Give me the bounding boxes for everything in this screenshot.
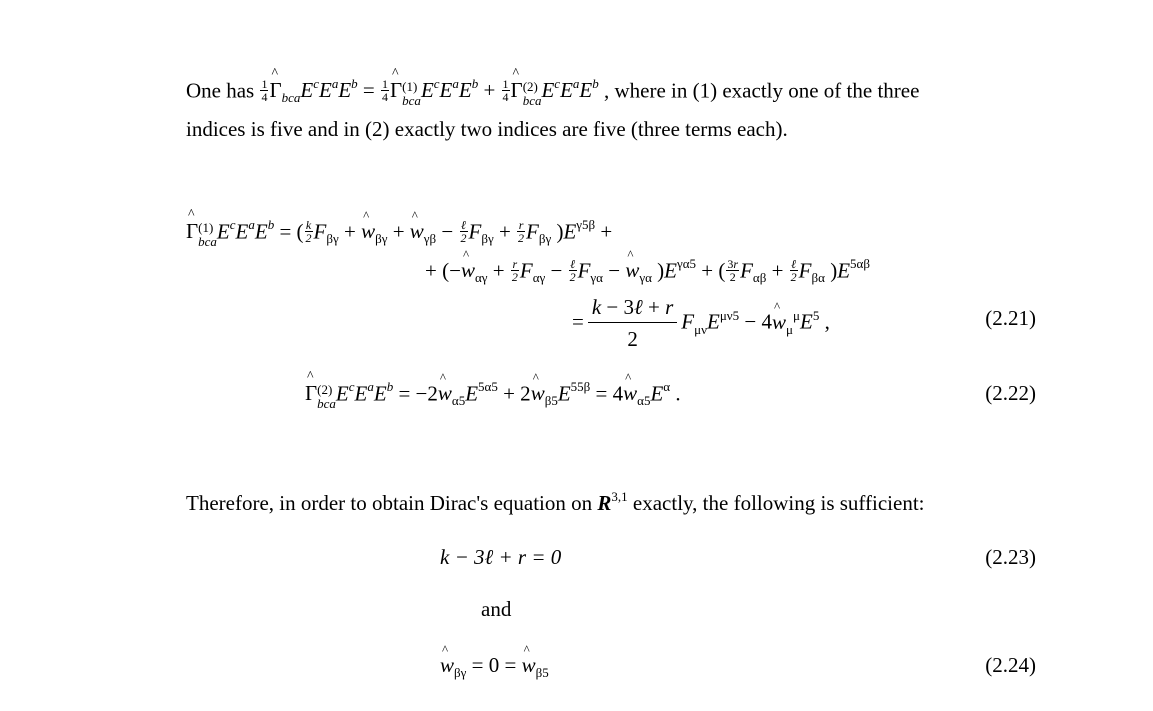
paragraph-1-continuation: , where in (1) exactly one of the three — [603, 78, 920, 103]
equation-2-23: k − 3ℓ + r = 0 — [440, 545, 562, 569]
paragraph-1-lead: One has — [186, 78, 255, 103]
equation-2-24: ^ $w_{\beta\gamma} = 0$ = ^ $w_{\beta 5}$ — [440, 655, 549, 676]
equation-number-2-23: (2.23) — [985, 545, 1036, 569]
connector-and: and — [481, 597, 512, 621]
paragraph-1-line-1 — [186, 76, 920, 108]
inline-equation: $\frac{1}{4}$ ^ $\Gamma_{bca}E^cE^aE^b$ = $\frac{1}{4}$ ^ Γ (1) bca $E^cE^aE^b$ + $\frac{1}{4}$ ^ Γ (2) bca $E^cE^aE^b$ — [259, 78, 604, 102]
equation-number-2-21: (2.21) — [985, 306, 1036, 330]
paragraph-2-text: Therefore, in order to obtain Dirac's equation on — [186, 491, 593, 515]
equation-2-21-line-2: + (−^ $w_{\alpha\gamma}$ + $\frac{r}{2}$ $F_{\alpha\gamma}$ − $\frac{\text{ℓ}}{2}$ $F_{\gamma\alpha}$ − ^ $w_{\gamma\alpha}$ )$E^{\gamma\alpha 5}$ + ( $\frac{3r}{2}$ $F_{\alpha\beta}$ + $\frac{\text{ℓ}}{2}$ $F_{\beta\alpha}$ )$E^{5\alpha\beta}$ — [425, 260, 870, 285]
equation-2-21-line-3: = $\frac{\text{k − 3ℓ + r}}{2}$ $F_{\mu\nu}E^{\mu\nu 5}$ − 4^ $w_\mu^\mu E^5$ , — [572, 295, 830, 352]
equation-number-2-24: (2.24) — [985, 653, 1036, 677]
equation-2-22: ^ Γ (2) bca $E^cE^aE^b$ = −2^ $w_{\alpha 5}E^{5\alpha 5}$ + 2^ $w_{\beta 5}E^{55\beta}$ = 4^ $w_{\alpha 5}E^\alpha$ . — [305, 382, 681, 409]
paragraph-1-line-2: indices is five and in (2) exactly two indices are five (three terms each). — [186, 117, 788, 141]
paragraph-2 — [186, 489, 925, 515]
equation-number-2-22: (2.22) — [985, 381, 1036, 405]
equation-2-21-line-1: ^ Γ (1) bca $E^cE^aE^b$ = ( $\frac{k}{2}$ $F_{\beta\gamma}$ + ^ $w_{\beta\gamma}$ + ^ $w_{\gamma\beta}$ − $\frac{\text{ℓ}}{2}$ $F_{\beta\gamma}$ + $\frac{r}{2}$ $F_{\beta\gamma}$ )$E^{\gamma 5\beta}$ + — [186, 220, 612, 247]
real-space-symbol: R — [597, 491, 612, 515]
paragraph-2-rest: exactly, the following is sufficient: — [632, 491, 925, 515]
real-space-superscript: 3,1 — [611, 489, 628, 504]
